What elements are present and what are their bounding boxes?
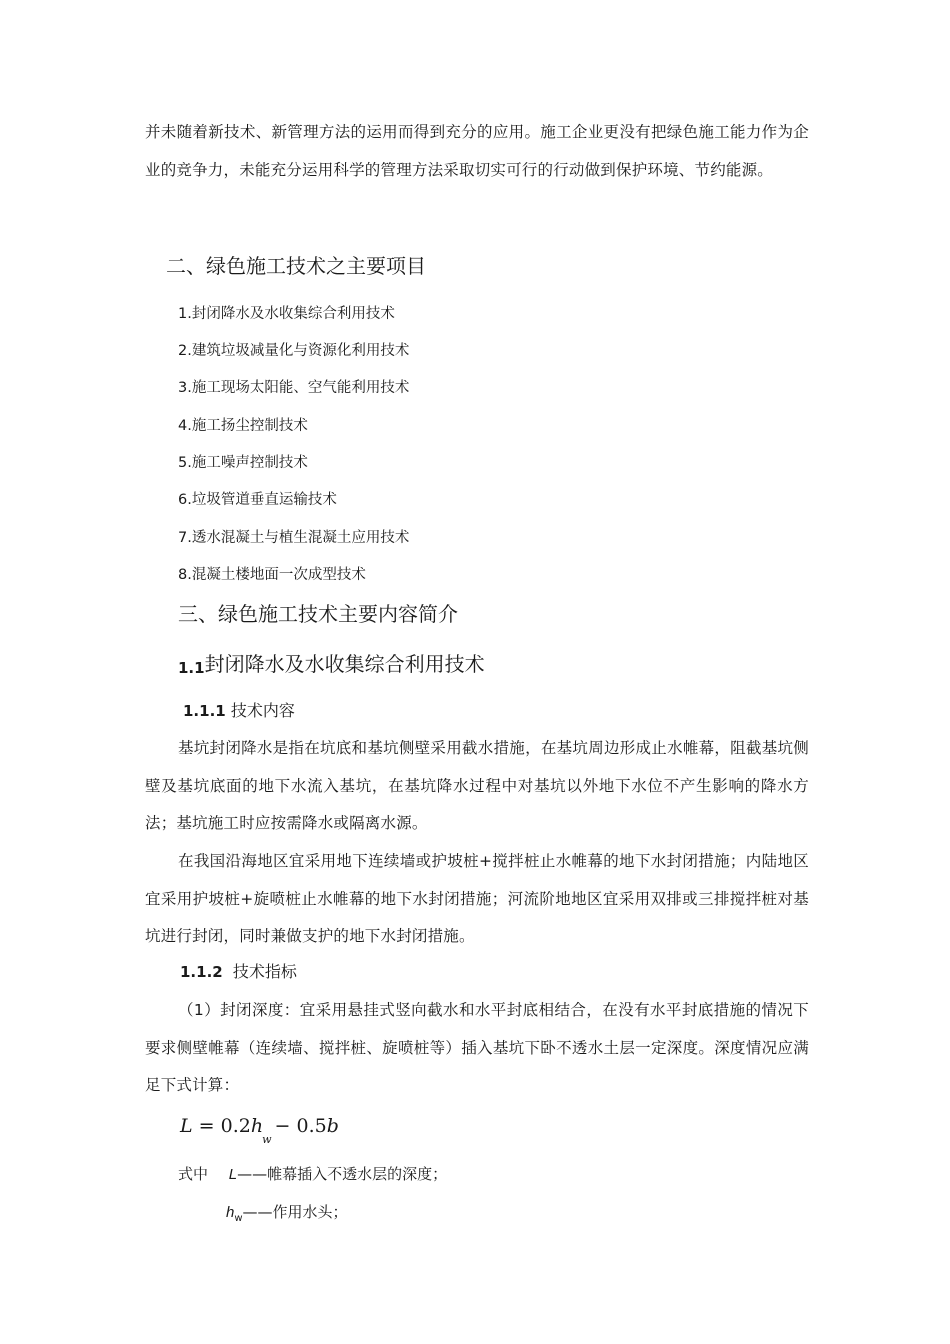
subsection-1-1-number: 1.1 xyxy=(178,659,205,677)
definition-hw-text: ——作用水头； xyxy=(242,1203,348,1221)
subsection-1-1-1-title: 技术内容 xyxy=(230,701,295,720)
section-two-heading: 二、绿色施工技术之主要项目 xyxy=(166,254,426,278)
subsection-1-1-2-number: 1.1.2 xyxy=(180,963,223,981)
subsection-1-1-title: 封闭降水及水收集综合利用技术 xyxy=(204,652,485,676)
list-item: 7.透水混凝土与植生混凝土应用技术 xyxy=(178,530,410,546)
subsection-1-1-1-heading xyxy=(183,699,295,723)
body-paragraph-2: 在我国沿海地区宜采用地下连续墙或护坡桩+搅拌桩止水帷幕的地下水封闭措施；内陆地区宜采用护坡桩+旋喷桩止水帷幕的地下水封闭措施；河流阶地地区宜采用双排或三排搅拌桩对基坑进行封闭，同时兼做支护的地下水封闭措施。 xyxy=(145,852,809,945)
formula-rest: − 0.5 xyxy=(274,1115,327,1137)
definition-hw-symbol: h xyxy=(226,1204,235,1221)
subsection-1-1-2-heading xyxy=(180,960,297,984)
formula-h: h xyxy=(250,1115,264,1137)
definition-hw-subscript: w xyxy=(234,1213,243,1224)
depth-formula xyxy=(180,1112,339,1146)
list-item: 2.建筑垃圾减量化与资源化利用技术 xyxy=(178,343,410,359)
list-item: 5.施工噪声控制技术 xyxy=(178,455,308,471)
subsection-1-1-2-title: 技术指标 xyxy=(232,962,297,981)
formula-h-subscript: w xyxy=(262,1133,272,1146)
list-item: 8.混凝土楼地面一次成型技术 xyxy=(178,567,366,583)
definition-L-symbol: L xyxy=(228,1166,238,1183)
formula-lhs: L xyxy=(180,1115,193,1137)
body-paragraph-3: （1）封闭深度：宜采用悬挂式竖向截水和水平封底相结合，在没有水平封底措施的情况下要求侧壁帷幕（连续墙、搅拌桩、旋喷桩等）插入基坑下卧不透水土层一定深度。深度情况应满足下式计算： xyxy=(145,1001,809,1094)
list-item: 1.封闭降水及水收集综合利用技术 xyxy=(178,306,395,322)
subsection-1-1-heading xyxy=(178,650,485,682)
formula-b: b xyxy=(326,1115,339,1137)
definition-hw xyxy=(226,1201,348,1226)
subsection-1-1-1-number: 1.1.1 xyxy=(183,702,226,720)
definition-lead: 式中 xyxy=(178,1165,209,1183)
definition-L-text: ——帷幕插入不透水层的深度； xyxy=(237,1165,448,1183)
list-item: 4.施工扬尘控制技术 xyxy=(178,418,308,434)
intro-paragraph: 并未随着新技术、新管理方法的运用而得到充分的应用。施工企业更没有把绿色施工能力作为企业的竞争力，未能充分运用科学的管理方法采取切实可行的行动做到保护环境、节约能源。 xyxy=(145,123,809,179)
list-item: 3.施工现场太阳能、空气能利用技术 xyxy=(178,380,410,396)
definition-L xyxy=(178,1163,447,1186)
section-three-heading: 三、绿色施工技术主要内容简介 xyxy=(178,602,458,626)
formula-eq: = 0.2 xyxy=(192,1115,251,1137)
list-item: 6.垃圾管道垂直运输技术 xyxy=(178,492,337,508)
body-paragraph-1: 基坑封闭降水是指在坑底和基坑侧壁采用截水措施，在基坑周边形成止水帷幕，阻截基坑侧壁及基坑底面的地下水流入基坑，在基坑降水过程中对基坑以外地下水位不产生影响的降水方法；基坑施工时应按需降水或隔离水源。 xyxy=(145,739,809,832)
